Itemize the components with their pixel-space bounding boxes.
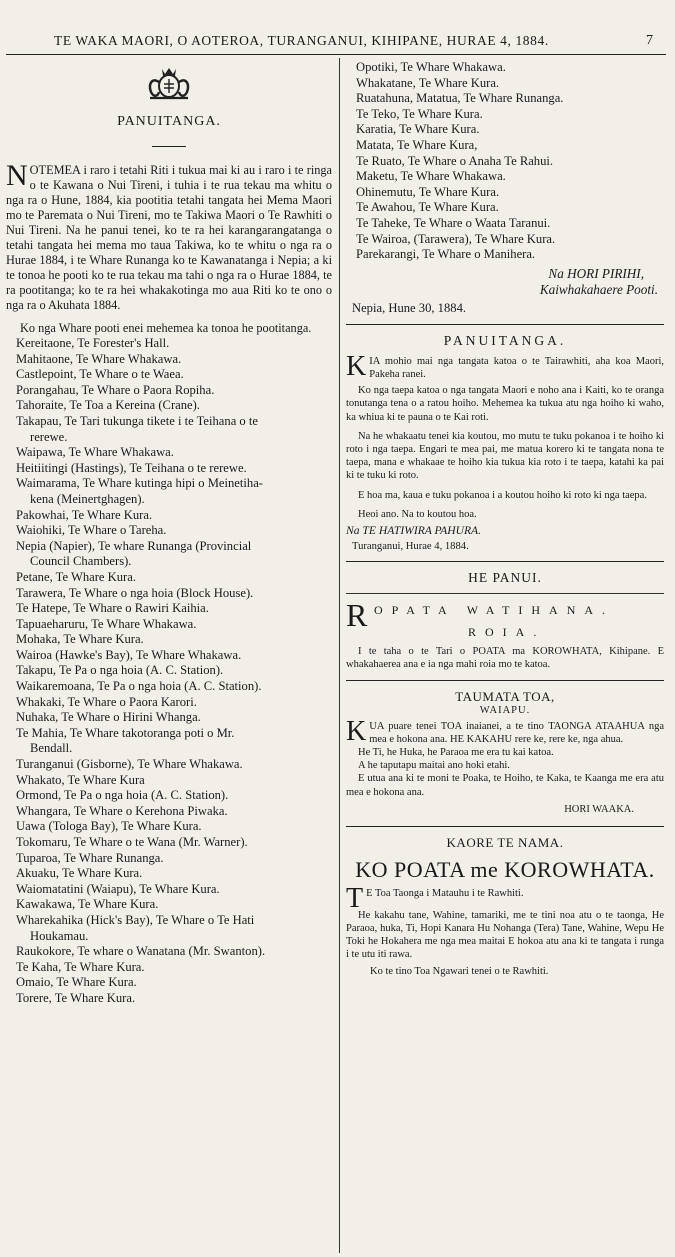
polling-place-line: Waiohiki, Te Whare o Tareha. — [16, 523, 167, 538]
shop-notice — [346, 882, 664, 978]
polling-place — [6, 523, 332, 539]
he-panui-heading: HE PANUI. — [468, 570, 542, 586]
polling-place-line: Wharekahika (Hick's Bay), Te Whare o Te Hati — [16, 912, 255, 927]
polling-place: Te Awahou, Te Whare Kura. — [356, 200, 499, 215]
panuitanga-2-heading: PANUITANGA. — [443, 332, 567, 348]
polling-place — [6, 414, 332, 430]
polling-place — [6, 944, 332, 960]
polling-place — [6, 617, 332, 633]
polling-place-line: Uawa (Tologa Bay), Te Whare Kura. — [16, 819, 202, 834]
polling-place-line: Raukokore, Te whare o Wanatana (Mr. Swanton). — [16, 944, 266, 959]
polling-place-line: Akuaku, Te Whare Kura. — [16, 866, 143, 881]
polling-place — [6, 336, 332, 352]
polling-place-line: Whangara, Te Whare o Kerehona Piwaka. — [16, 803, 228, 818]
polling-place-line: Ormond, Te Pa o nga hoia (A. C. Station). — [16, 788, 229, 803]
polling-place — [6, 695, 332, 711]
polling-place-line: Nepia (Napier), Te whare Runanga (Provincial — [16, 538, 252, 553]
polling-place-continuation: Bendall. — [30, 741, 73, 756]
shop-notice-text: E Toa Taonga i Matauhu i te Rawhiti. — [366, 887, 524, 899]
polling-place-line: Wairoa (Hawke's Bay), Te Whare Whakawa. — [16, 647, 242, 662]
drop-cap: N — [6, 159, 28, 192]
signature-role: Kaiwhakahaere Pooti. — [539, 281, 658, 297]
polling-place — [6, 586, 332, 602]
polling-place-line: Tokomaru, Te Whare o te Wana (Mr. Warner). — [16, 835, 248, 849]
drop-cap: K — [346, 350, 367, 382]
polling-place — [6, 991, 332, 1007]
fence-closing: Heoi ano. Na to koutou hoa. — [358, 508, 477, 520]
polling-place — [6, 975, 332, 991]
store-notice — [346, 715, 664, 799]
polling-place: Opotiki, Te Whare Whakawa. — [356, 60, 506, 74]
polling-place: Karatia, Te Whare Kura. — [356, 122, 480, 137]
fence-paragraph-2: Na he whakaatu tenei kia koutou, mo mutu te tuku pokanoa i te hoiho ki roto i nga taepa. Engari te mea pai, me matua korero ki te tangata nona te taepa, mana e whakaae te hoiho kia tukua kia roto i te taepa, katahi ka pai ki te tuku ki roto. — [346, 430, 664, 482]
fence-notice-text: IA mohio mai nga tangata katoa o te Tairawhiti, aha koa Maori, Pakeha ranei. — [369, 355, 664, 380]
royal-crest-icon — [142, 62, 196, 102]
store-line-2: A he taputapu maitai ano hoki etahi. — [358, 760, 510, 772]
polling-place: Matata, Te Whare Kura, — [356, 137, 478, 152]
store-notice-text: UA puare tenei TOA inaianei, a te tino TAONGA ATAAHUA nga mea e hokona ana. HE KAKAHU rere ke, rere ke, nga ahua. — [369, 720, 664, 745]
polling-place — [6, 679, 332, 695]
polling-place-line: Waiomatatini (Waiapu), Te Whare Kura. — [16, 881, 220, 896]
polling-place-line: Te Mahia, Te Whare takotoranga poti o Mr. — [16, 725, 235, 740]
store-line-1: He Ti, he Huka, he Paraoa me era tu kai katoa. — [358, 746, 554, 758]
fence-date: Turanganui, Hurae 4, 1884. — [352, 541, 469, 553]
polling-place-line: Whakaki, Te Whare o Paora Karori. — [16, 694, 197, 709]
thin-rule — [346, 593, 664, 594]
polling-place-line: Turanganui (Gisborne), Te Whare Whakawa. — [16, 757, 243, 772]
right-column — [346, 60, 664, 978]
fence-notice — [346, 350, 664, 521]
polling-place — [6, 710, 332, 726]
polling-place — [6, 960, 332, 976]
polling-place-line: Mohaka, Te Whare Kura. — [16, 632, 144, 647]
polling-place-continuation: Houkamau. — [30, 928, 89, 943]
polling-place-line: Tahoraite, Te Toa a Kereina (Crane). — [16, 398, 200, 413]
polling-place — [6, 648, 332, 664]
polling-place — [6, 570, 332, 586]
fence-paragraph-1: Ko nga taepa katoa o nga tangata Maori e noho ana i Kaiti, ko te oranga tonutanga tena o a ratou hoiho. Mehemea ka tukua atu nga hoiho ki waho, ka whiua ki te pauna o te Kai roti. — [346, 385, 664, 423]
polling-place — [6, 897, 332, 913]
masthead-title: TE WAKA MAORI, O AOTEROA, TURANGANUI, KIHIPANE, HURAE 4, 1884. — [54, 33, 549, 48]
polling-intro: Ko nga Whare pooti enei mehemea ka tonoa he pootitanga. — [20, 321, 312, 335]
fence-signature: Na TE HATIWIRA PAHURA. — [346, 523, 482, 537]
polling-place-line: Te Kaha, Te Whare Kura. — [16, 959, 145, 974]
polling-place-line: Kereitaone, Te Forester's Hall. — [16, 336, 170, 350]
polling-place-line: Takapau, Te Tari tukunga tikete i te Teihana o te — [16, 413, 258, 428]
polling-place — [6, 851, 332, 867]
polling-place — [6, 508, 332, 524]
taumata-subheading: WAIAPU. — [479, 704, 531, 716]
polling-place: Te Ruato, Te Whare o Anaha Te Rahui. — [356, 153, 554, 168]
shop-paragraph: He kakahu tane, Wahine, tamariki, me te tini noa atu o te taonga, He Paraoa, huka, Ti, Hopi Kanara Hu Nohanga (Tera) Tane, Wahine, Wepu He Toki he Hokahera me nga mea maitai E hokoa atu ana ki te tangata i runga i te utu iti rawa. — [346, 909, 664, 961]
polling-place — [6, 601, 332, 617]
polling-place: Te Wairoa, (Tarawera), Te Whare Kura. — [356, 231, 556, 246]
notice-date: Nepia, Hune 30, 1884. — [352, 300, 467, 315]
polling-place — [6, 788, 332, 804]
election-notice-text: OTEMEA i raro i tetahi Riti i tukua mai ki au i raro i te ringa o te Kawana o Nui Tireni, i tuhia i te rua tekau ma whitu o nga ra o Hune, 1884, kia pootitia tetahi tangata hei Mema Maori mo te Paremata o Nui Tireni, mo te Takiwa Maori o Te Rawhiti o Nui Tireni. Na he panui tenei, ko te ra hei karangarangatanga o tetahi tangata hei mema mo taua Takiwa, ko te whitu o nga ra o Hurae 1884, i te Whare Runanga ko te Kawanatanga i Nepia; a ki te tonoa he pooti ko te rua tekau ma tahi o nga ra o Hurae 1884, te ra pootitanga; ko te ra hei whakakotinga mo aua Riti ko te ono o nga ra o Akuhata 1884. — [6, 163, 332, 312]
polling-place — [6, 476, 332, 492]
polling-place — [6, 913, 332, 929]
polling-place — [6, 866, 332, 882]
polling-place — [6, 383, 332, 399]
lawyer-name-block — [346, 597, 664, 645]
polling-place-continuation: rerewe. — [30, 429, 68, 444]
polling-place-line: Waikaremoana, Te Pa o nga hoia (A. C. Station). — [16, 679, 262, 694]
column-rule — [339, 58, 340, 1253]
section-rule — [346, 561, 664, 562]
masthead — [0, 0, 675, 48]
top-rule — [6, 54, 666, 55]
polling-place-line: Pakowhai, Te Whare Kura. — [16, 507, 153, 522]
polling-place-line: Whakato, Te Whare Kura — [16, 772, 145, 787]
polling-place — [6, 352, 332, 368]
election-notice — [6, 159, 332, 313]
signature-name: Na HORI PIRIHI, — [548, 265, 644, 281]
polling-place-line: Tuparoa, Te Whare Runanga. — [16, 850, 164, 865]
drop-cap: T — [346, 882, 364, 914]
store-signature: HORI WAAKA. — [564, 803, 634, 815]
polling-place: Ohinemutu, Te Whare Kura. — [356, 184, 500, 199]
polling-place-line: Tapuaeharuru, Te Whare Whakawa. — [16, 616, 197, 631]
polling-place-line: Petane, Te Whare Kura. — [16, 569, 136, 584]
polling-place — [6, 398, 332, 414]
section-rule — [346, 324, 664, 325]
page-number: 7 — [646, 33, 653, 48]
polling-places-list — [6, 336, 332, 1007]
polling-place — [6, 757, 332, 773]
panuitanga-heading: PANUITANGA. — [117, 114, 221, 129]
polling-place — [6, 663, 332, 679]
section-rule — [346, 826, 664, 827]
polling-place: Maketu, Te Whare Whakawa. — [356, 169, 506, 184]
shop-closing: Ko te tino Toa Ngawari tenei o te Rawhiti. — [370, 965, 549, 977]
lawyer-role: ROIA. — [468, 625, 546, 640]
polling-place-line: Tarawera, Te Whare o nga hoia (Block House). — [16, 585, 254, 600]
short-rule — [152, 146, 186, 147]
polling-place-line: Porangahau, Te Whare o Paora Ropiha. — [16, 382, 215, 397]
polling-place-continuation: Council Chambers). — [30, 554, 132, 569]
polling-place: Parekarangi, Te Whare o Manihera. — [356, 247, 536, 262]
taumata-heading: TAUMATA TOA, — [455, 688, 555, 704]
store-line-3: E utua ana ki te moni te Poaka, te Hoiho, te Kaka, te Kaanga me era atu mea e hokona ana. — [346, 773, 664, 798]
drop-cap: K — [346, 715, 367, 747]
polling-place-line: Te Hatepe, Te Whare o Rawiri Kaihia. — [16, 601, 209, 616]
kaore-heading: KAORE TE NAMA. — [446, 834, 564, 850]
polling-place: Te Taheke, Te Whare o Waata Taranui. — [356, 215, 551, 230]
lawyer-notice: I te taha o te Tari o POATA ma KOROWHATA, Kihipane. E whakahaerea ana e ia nga mahi roia mo te katoa. — [346, 646, 664, 671]
polling-place-line: Takapu, Te Pa o nga hoia (A. C. Station). — [16, 663, 224, 678]
polling-place — [6, 804, 332, 820]
polling-place — [6, 367, 332, 383]
lawyer-name: OPATA WATIHANA. — [374, 603, 615, 618]
polling-place-line: Nuhaka, Te Whare o Hirini Whanga. — [16, 710, 201, 725]
polling-place-line: Castlepoint, Te Whare o te Waea. — [16, 367, 184, 382]
polling-place-line: Waipawa, Te Whare Whakawa. — [16, 445, 174, 460]
polling-place — [6, 835, 332, 851]
poata-korowhata-banner: KO POATA me KOROWHATA. — [355, 856, 655, 882]
section-rule — [346, 680, 664, 681]
polling-place — [6, 882, 332, 898]
left-column — [6, 60, 332, 1007]
polling-place-line: Omaio, Te Whare Kura. — [16, 975, 137, 990]
polling-place: Te Teko, Te Whare Kura. — [356, 106, 483, 121]
polling-place — [6, 726, 332, 742]
polling-place — [6, 539, 332, 555]
polling-place: Whakatane, Te Whare Kura. — [356, 75, 500, 90]
polling-place — [6, 445, 332, 461]
polling-places-continued — [346, 60, 664, 263]
polling-place-line: Kawakawa, Te Whare Kura. — [16, 897, 159, 912]
polling-place — [6, 461, 332, 477]
fence-paragraph-3: E hoa ma, kaua e tuku pokanoa i a koutou hoiho ki roto ki nga taepa. — [358, 489, 647, 501]
polling-place — [6, 819, 332, 835]
polling-place — [6, 632, 332, 648]
polling-place-line: Torere, Te Whare Kura. — [16, 990, 136, 1005]
polling-place-line: Mahitaone, Te Whare Whakawa. — [16, 351, 182, 366]
polling-place-line: Waimarama, Te Whare kutinga hipi o Meinetiha- — [16, 476, 263, 491]
polling-place-line: Heitiitingi (Hastings), Te Teihana o te rerewe. — [16, 460, 247, 475]
polling-place-continuation: kena (Meinertghagen). — [30, 491, 145, 506]
drop-cap: R — [346, 597, 368, 634]
polling-place: Ruatahuna, Matatua, Te Whare Runanga. — [356, 91, 564, 106]
polling-place — [6, 773, 332, 789]
